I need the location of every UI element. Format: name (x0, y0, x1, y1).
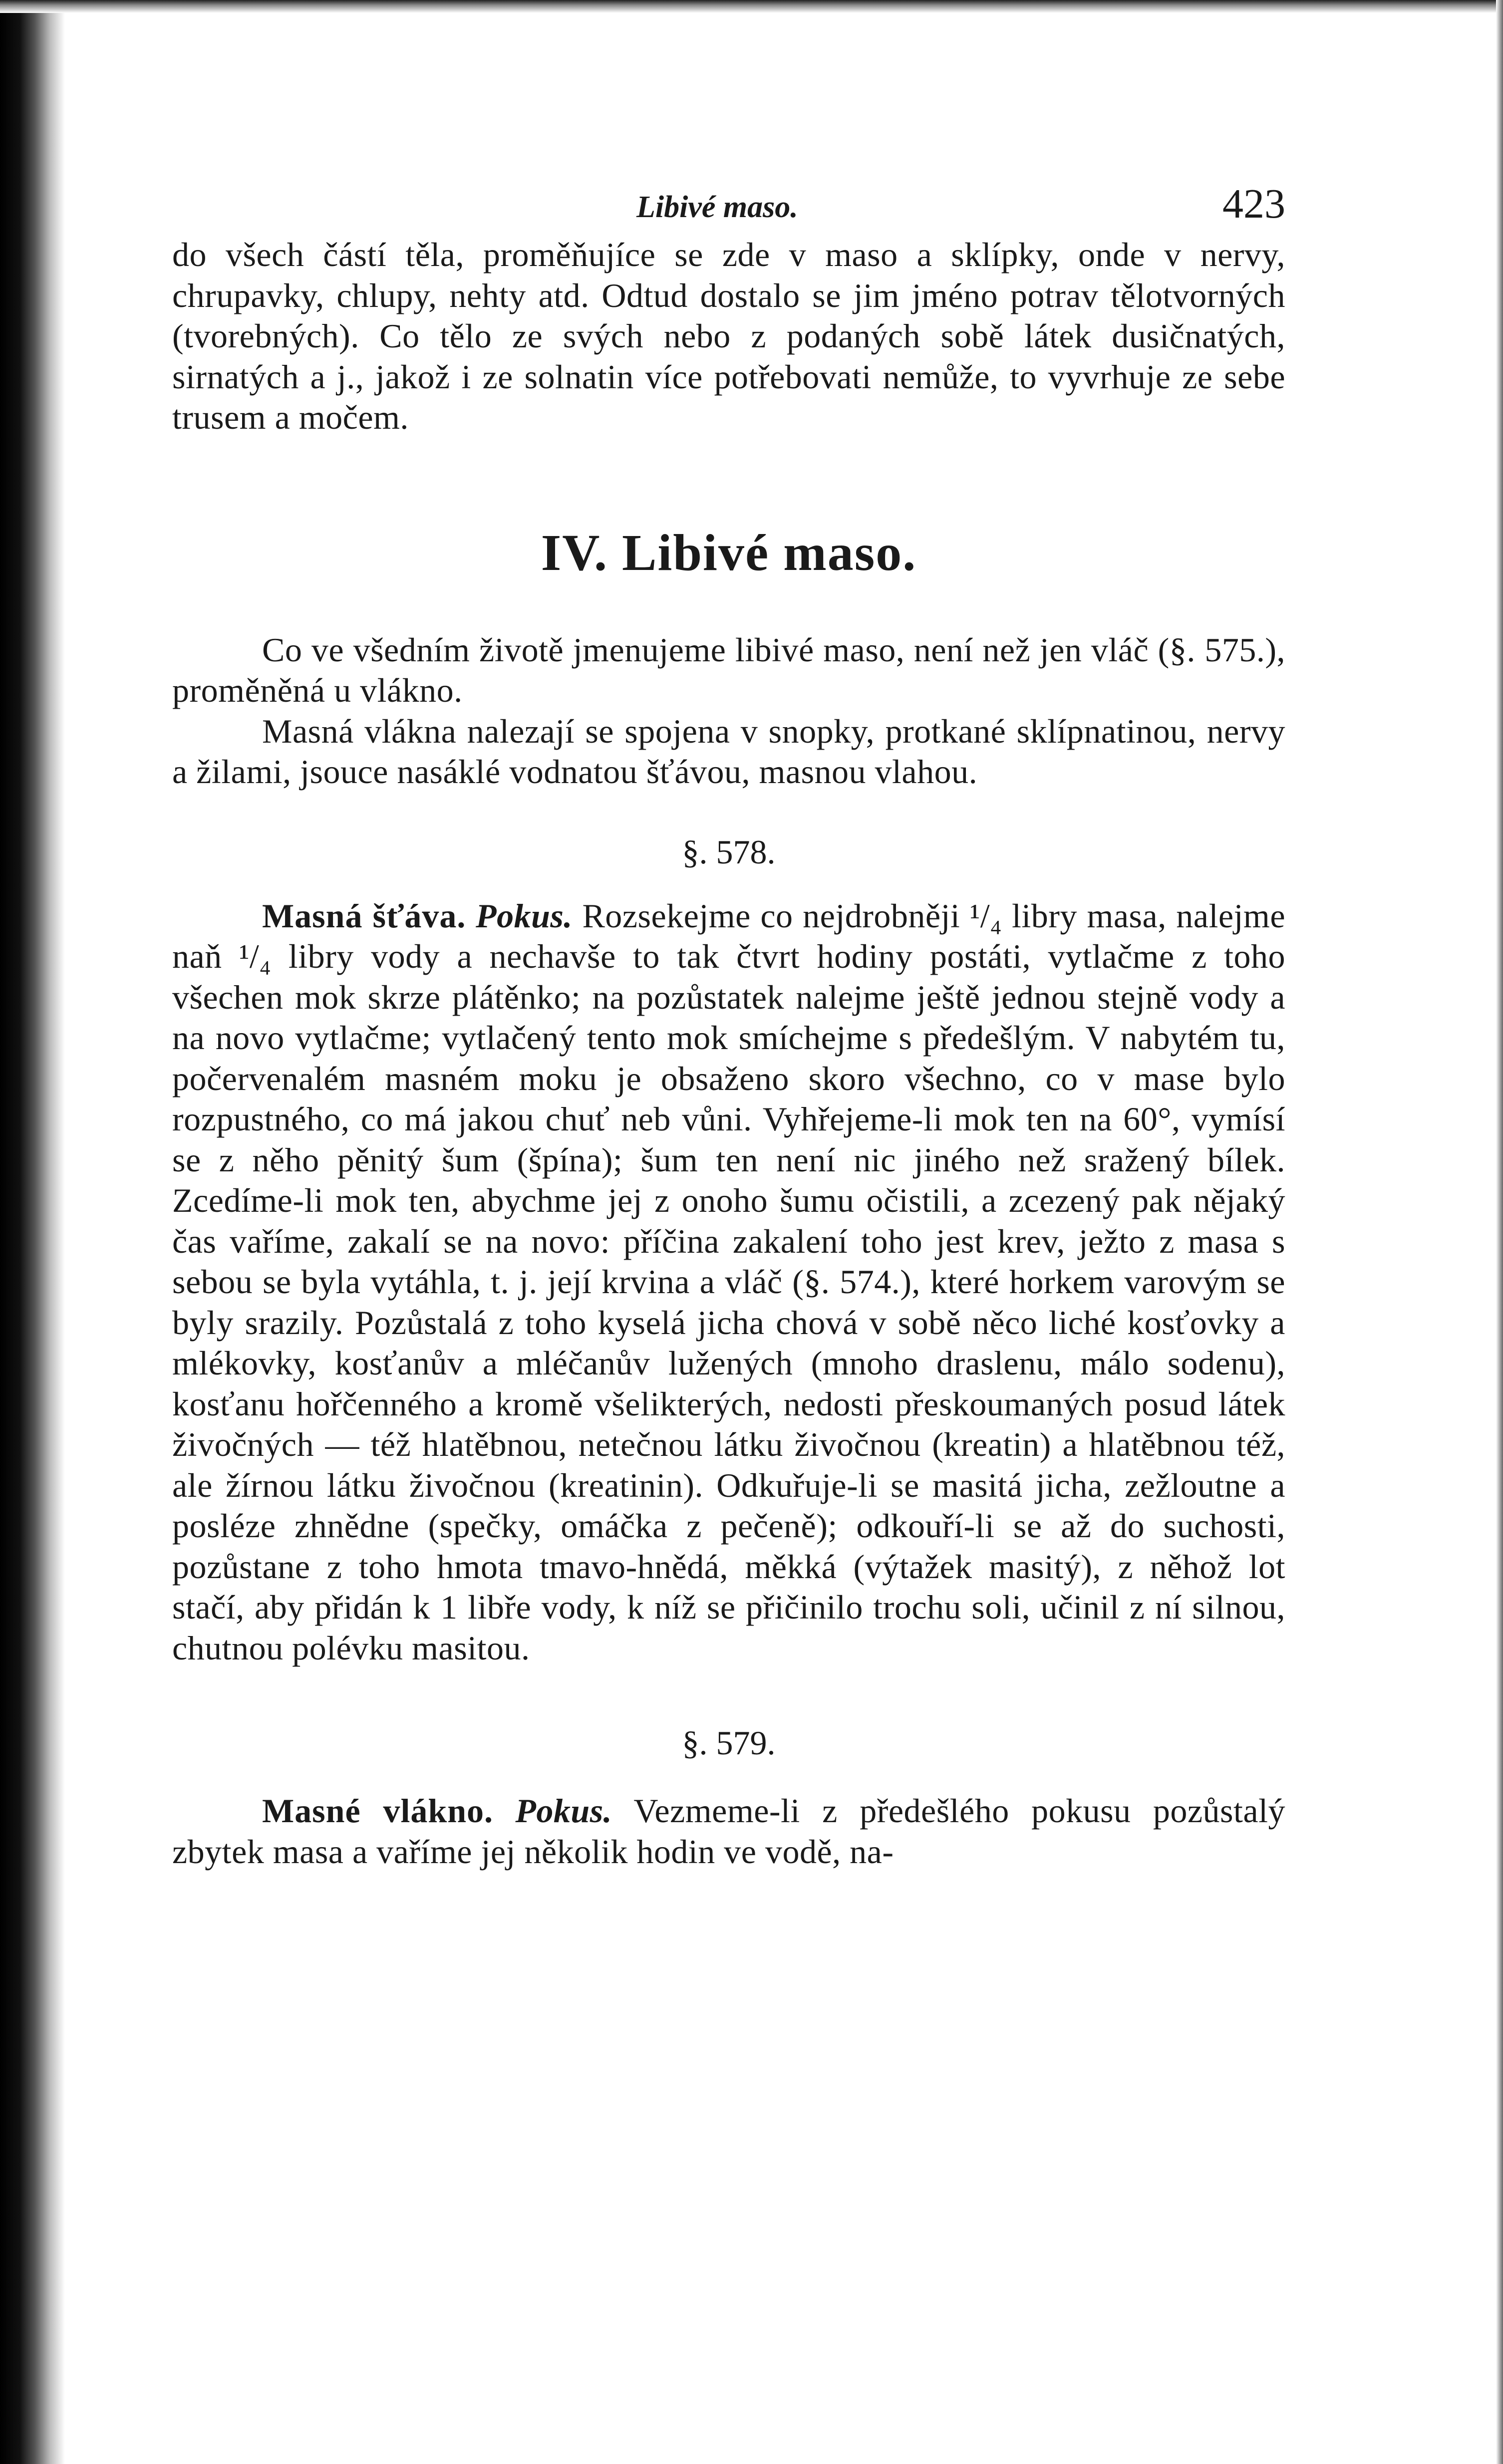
chapter-paragraph-fibers: Masná vlákna nalezají se spojena v snopky, protkané sklípnatinou, nervy a žilami, jsouce nasáklé vodnatou šťávou, masnou vlahou. (172, 712, 1285, 791)
intro-paragraph: do všech částí těla, proměňujíce se zde v maso a sklípky, onde v nervy, chrupavky, chlupy, nehty atd. Odtud dostalo se jim jméno potrav tělotvorných (tvorebných). Co tělo ze svých nebo z podaných sobě látek dusičnatých, sirnatých a j., jakož i ze solnatin více potřebovati nemůže, to vyvrhuje ze sebe trusem a močem. (172, 236, 1285, 436)
section-number-579: §. 579. (682, 1724, 776, 1762)
page-number: 423 (1222, 181, 1285, 227)
running-title: Libivé maso. (636, 190, 798, 224)
chapter-heading: IV. Libivé maso. (541, 524, 917, 581)
section-579-run-in-heading: Masné vlákno. (262, 1792, 494, 1830)
section-579-text: Vezmeme-li z předešlého pokusu pozůstalý zbytek masa a vaříme jej několik hodin ve vodě, na- (172, 1792, 1285, 1871)
section-578-text: Rozsekejme co nejdrobněji ¹/₄ libry masa, nalejme naň ¹/₄ libry vody a nechavše to tak čtvrt hodiny postáti, vytlačme z toho všechen mok skrze plátěnko; na pozůstatek nalejme ještě jednou stejně vody a na novo vytlačme; vytlačený tento mok smíchejme s předešlým. V nabytém tu, počervenalém masném moku je obsaženo skoro všechno, co v mase bylo rozpustného, co má jakou chuť neb vůni. Vyhřejeme-li mok ten na 60°, vymísí se z něho pěnitý šum (špína); šum ten není nic jiného než sražený bílek. Zcedíme-li mok ten, abychme jej z onoho šumu očistili, a zcezený pak nějaký čas vaříme, zakalí se na novo: příčina zakalení toho jest krev, ježto z masa s sebou se byla vytáhla, t. j. její krvina a vláč (§. 574.), které horkem varovým se byly srazily. Pozůstalá z toho kyselá jicha chová v sobě něco liché kosťovky a mlékovky, kosťanův a mléčanův lužených (mnoho draslenu, málo sodenu), kosťanu hořčenného a kromě všelikterých, nedosti přeskoumaných posud látek živočných — též hlatěbnou, netečnou látku živočnou (kreatin) a hlatěbnou též, ale žírnou látku živočnou (kreatinin). Odkuřuje-li se masitá jicha, zežloutne a posléze zhnědne (spečky, omáčka z pečeně); odkouří-li se až do suchosti, pozůstane z toho hmota tmavo-hnědá, měkká (výtažek masitý), z něhož lot stačí, aby přidán k 1 libře vody, k níž se přičinilo trochu soli, učinil z ní silnou, chutnou polévku masitou. (172, 896, 1286, 1667)
chapter-paragraph-definition: Co ve všedním životě jmenujeme libivé maso, není než jen vláč (§. 575.), proměněná u vlákno. (172, 630, 1285, 709)
scan-top-edge (0, 0, 1503, 13)
section-578-run-in-label: Pokus. (476, 896, 573, 935)
page-header (172, 180, 1285, 235)
section-579-paragraph (172, 1791, 1285, 1872)
book-page (172, 180, 1285, 1872)
scan-right-edge (1496, 0, 1503, 2464)
section-578-paragraph (172, 896, 1285, 1669)
scan-gutter-shadow (0, 0, 65, 2464)
section-579-run-in-label: Pokus. (515, 1792, 612, 1830)
section-number-578: §. 578. (682, 832, 776, 871)
section-578-run-in-heading: Masná šťáva. (262, 896, 466, 935)
